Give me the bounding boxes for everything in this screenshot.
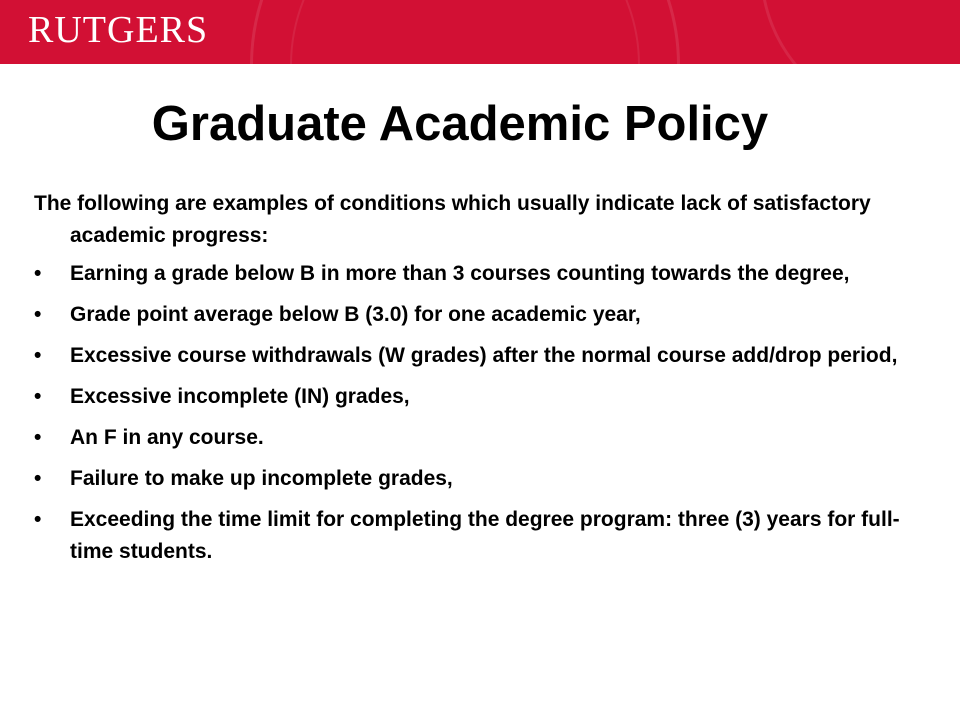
list-item-text: Failure to make up incomplete grades,: [70, 467, 453, 490]
list-item: [34, 381, 914, 413]
bullet-icon: •: [34, 303, 42, 326]
list-item: [34, 463, 914, 495]
list-item: [34, 299, 914, 331]
bullet-icon: •: [34, 344, 42, 367]
list-item-text: Exceeding the time limit for completing the degree program: three (3) years for full-time students.: [70, 508, 900, 563]
condition-list: [34, 258, 914, 568]
list-item: [34, 340, 914, 372]
list-item-text: Grade point average below B (3.0) for one academic year,: [70, 303, 641, 326]
list-item-text: Earning a grade below B in more than 3 courses counting towards the degree,: [70, 262, 850, 285]
list-item-text: An F in any course.: [70, 426, 264, 449]
rutgers-logo: RUTGERS: [28, 9, 209, 51]
list-item: [34, 504, 914, 568]
bullet-icon: •: [34, 508, 42, 531]
list-item-text: Excessive incomplete (IN) grades,: [70, 385, 410, 408]
slide-body: [34, 188, 914, 577]
bullet-icon: •: [34, 467, 42, 490]
list-item: [34, 258, 914, 290]
bullet-icon: •: [34, 262, 42, 285]
list-item-text: Excessive course withdrawals (W grades) after the normal course add/drop period,: [70, 344, 898, 367]
seal-watermark-inner: [290, 0, 640, 64]
header-banner: [0, 0, 960, 64]
list-item: [34, 422, 914, 454]
bullet-icon: •: [34, 426, 42, 449]
seal-watermark-right: [760, 0, 960, 64]
intro-text: The following are examples of conditions which usually indicate lack of satisfactory academic progress:: [34, 192, 871, 247]
bullet-icon: •: [34, 385, 42, 408]
slide-title: Graduate Academic Policy: [151, 97, 769, 151]
